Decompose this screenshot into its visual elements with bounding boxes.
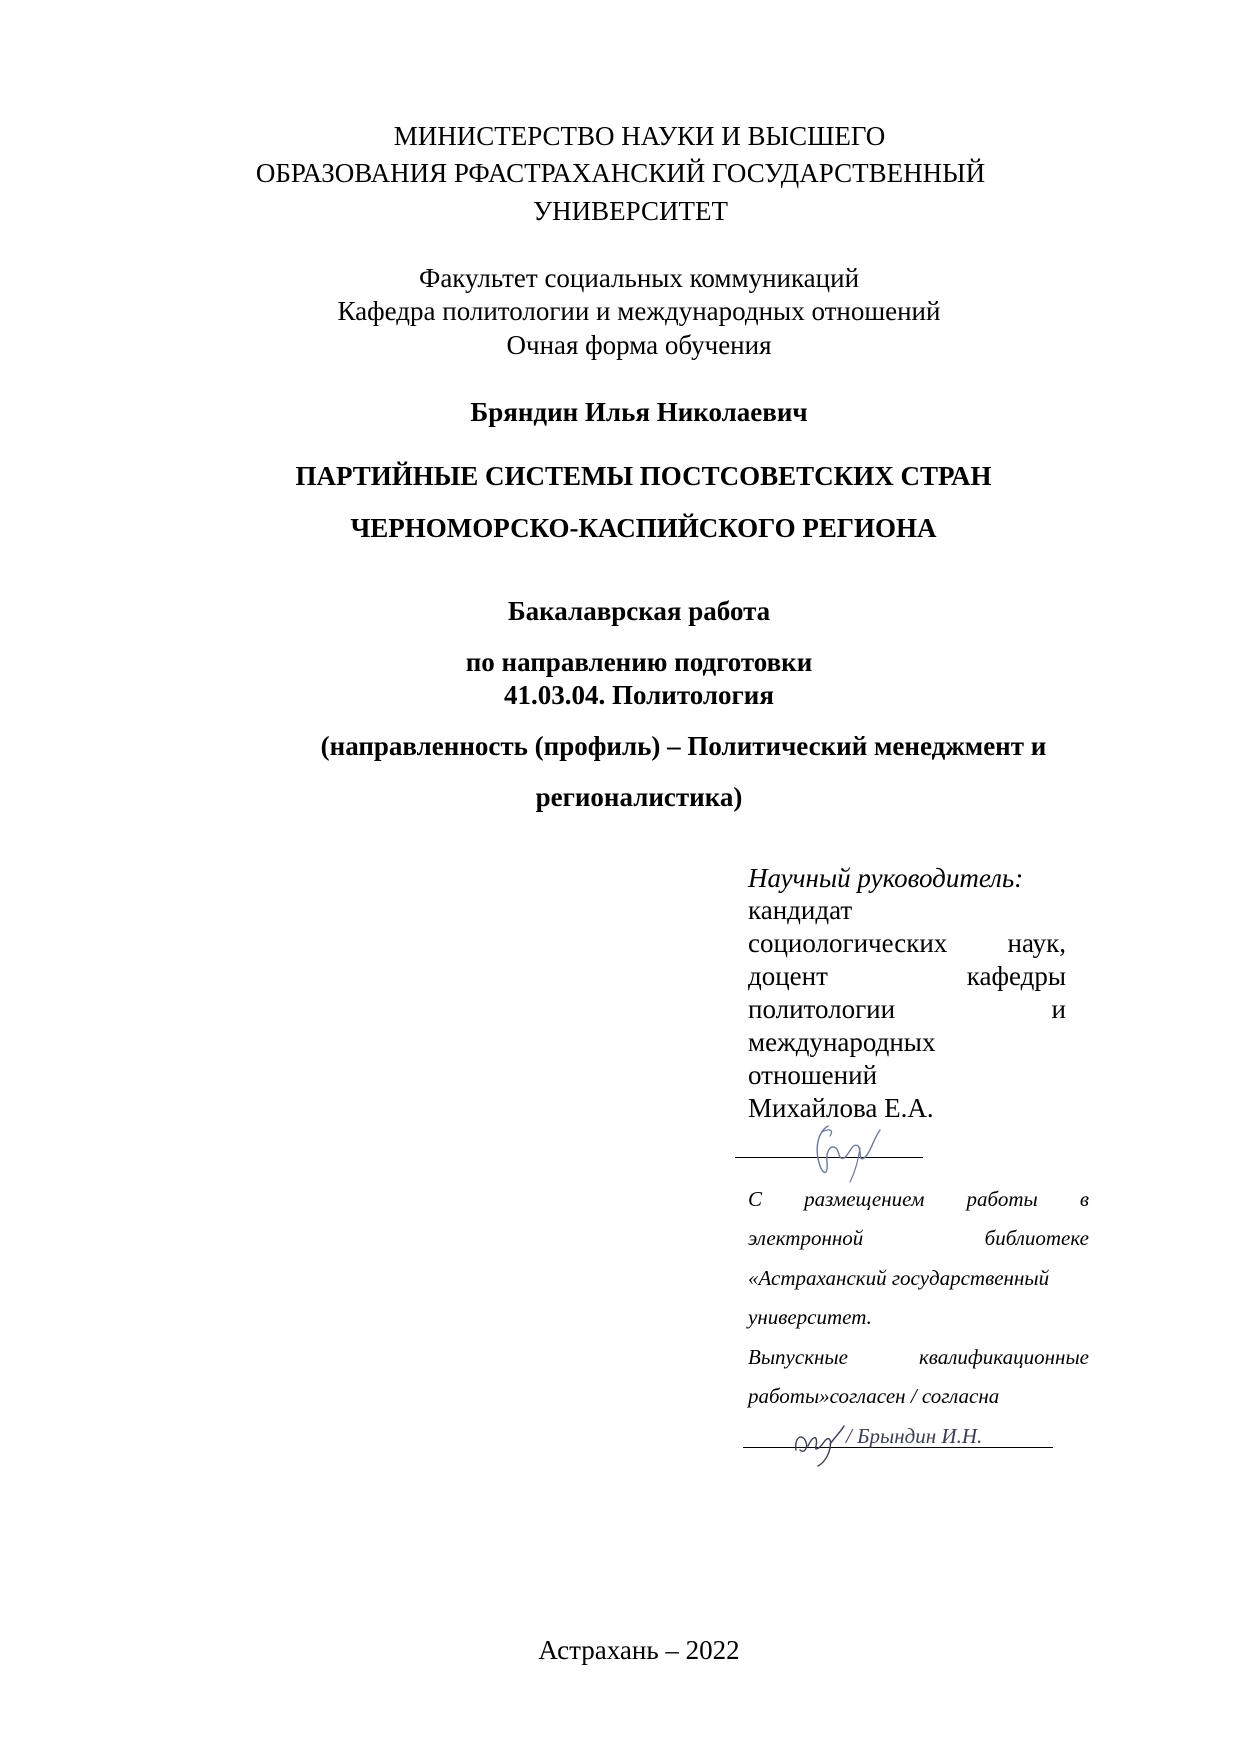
library-consent-line: Выпускные квалификационные xyxy=(748,1345,1089,1369)
thesis-title-line-1: ПАРТИЙНЫЕ СИСТЕМЫ ПОСТСОВЕТСКИХ СТРАН xyxy=(295,461,992,491)
department-name: Кафедра политологии и международных отношений xyxy=(337,296,941,326)
ministry-line-2: ОБРАЗОВАНИЯ РФАСТРАХАНСКИЙ ГОСУДАРСТВЕННЫЙ xyxy=(255,158,986,188)
thesis-title-line-2: ЧЕРНОМОРСКО-КАСПИЙСКОГО РЕГИОНА xyxy=(350,513,937,543)
library-consent-line: университет. xyxy=(748,1305,872,1329)
supervisor-line: политологии и xyxy=(748,994,1066,1024)
supervisor-label: Научный руководитель: xyxy=(748,863,1024,893)
work-code: 41.03.04. Политология xyxy=(504,680,774,710)
work-direction: по направлению подготовки xyxy=(465,647,813,677)
library-consent-line: «Астраханский государственный xyxy=(748,1266,1050,1290)
work-type: Бакалаврская работа xyxy=(507,596,771,626)
ministry-line-1: МИНИСТЕРСТВО НАУКИ И ВЫСШЕГО xyxy=(393,121,886,151)
supervisor-name: Михайлова Е.А. xyxy=(748,1093,934,1123)
library-consent-line: работы»согласен / согласна xyxy=(748,1384,1000,1408)
library-consent-line: С размещением работы в xyxy=(748,1187,1089,1211)
work-profile-line-1: (направленность (профиль) – Политический менеджмент и xyxy=(320,731,1047,761)
faculty-name: Факультет социальных коммуникаций xyxy=(418,263,860,293)
supervisor-line: социологических наук, xyxy=(748,928,1066,958)
ministry-line-3: УНИВЕРСИТЕТ xyxy=(533,196,728,226)
student-signature-text: / Брындин И.Н. xyxy=(846,1424,983,1448)
supervisor-signature-image xyxy=(800,1118,900,1188)
supervisor-line: отношений xyxy=(748,1060,878,1090)
library-consent-line: электронной библиотеке xyxy=(748,1226,1089,1250)
supervisor-line: доцент кафедры xyxy=(748,961,1066,991)
supervisor-line: международных xyxy=(748,1027,936,1057)
student-signature-image xyxy=(788,1418,848,1468)
work-profile-line-2: регионалистика) xyxy=(535,782,743,812)
supervisor-line: кандидат xyxy=(748,895,853,925)
study-form: Очная форма обучения xyxy=(506,330,772,360)
city-year: Астрахань – 2022 xyxy=(538,1635,740,1665)
author-name: Бряндин Илья Николаевич xyxy=(470,397,808,427)
